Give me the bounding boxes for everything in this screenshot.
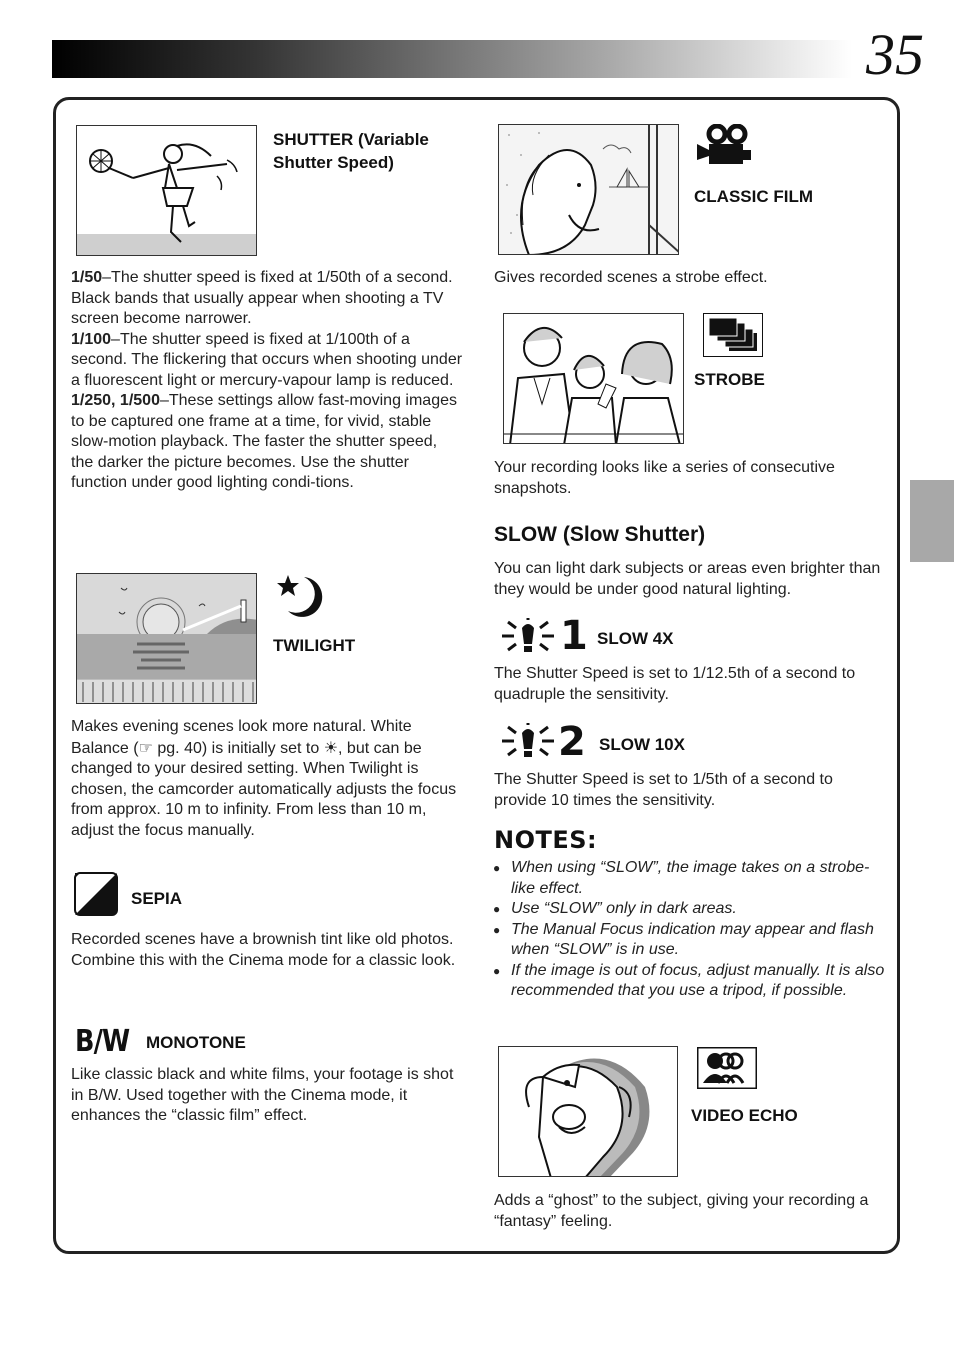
shutter-1-100-text: –The shutter speed is fixed at 1/100th of a second. The flickering that occurs when shooting under a fluorescent light or mercury-vapour lamp is reduced. bbox=[71, 330, 463, 389]
twilight-star-moon-icon bbox=[274, 573, 332, 619]
slow-heading: SLOW (Slow Shutter) bbox=[494, 523, 706, 546]
pointing-hand-icon: ☞ bbox=[138, 737, 153, 757]
shutter-1-50-text: –The shutter speed is fixed at 1/50th of a second. Black bands that usually appear when shooting a TV screen become narrower. bbox=[71, 269, 453, 327]
twilight-description bbox=[71, 717, 463, 841]
header-gradient-bar bbox=[52, 40, 852, 78]
slow-4x-title: SLOW 4X bbox=[597, 629, 674, 648]
note-item: ● If the image is out of focus, adjust manually. It is also recommended that you use a tripod, if possible. bbox=[493, 961, 885, 1002]
notes-heading: NOTES: bbox=[494, 826, 598, 854]
twilight-illustration bbox=[76, 573, 257, 704]
strobe-illustration bbox=[503, 313, 684, 444]
section-tab bbox=[910, 480, 954, 562]
monotone-title: MONOTONE bbox=[146, 1033, 246, 1052]
slow-4x-description: The Shutter Speed is set to 1/12.5th of a second to quadruple the sensitivity. bbox=[494, 665, 856, 703]
slow-10x-title: SLOW 10X bbox=[599, 735, 685, 754]
classic-film-illustration bbox=[498, 124, 679, 255]
strobe-description: Your recording looks like a series of consecutive snapshots. bbox=[494, 459, 835, 497]
video-echo-illustration bbox=[498, 1046, 678, 1177]
strobe-title: STROBE bbox=[694, 370, 765, 389]
twilight-title: TWILIGHT bbox=[273, 636, 356, 655]
slow-bulb-icon bbox=[500, 723, 556, 763]
sepia-icon bbox=[74, 872, 118, 916]
slow-10x-description: The Shutter Speed is set to 1/5th of a second to provide 10 times the sensitivity. bbox=[494, 771, 833, 809]
note-item: ● When using “SLOW”, the image takes on a strobe-like effect. bbox=[493, 858, 885, 899]
video-echo-icon bbox=[697, 1047, 757, 1089]
slow-description: You can light dark subjects or areas even brighter than they would be under good natural lighting. bbox=[494, 560, 881, 598]
shutter-illustration bbox=[76, 125, 257, 256]
classic-film-title: CLASSIC FILM bbox=[694, 187, 813, 206]
video-echo-description: Adds a “ghost” to the subject, giving your recording a “fantasy” feeling. bbox=[494, 1192, 869, 1230]
sepia-title: SEPIA bbox=[131, 889, 183, 908]
note-item: ● Use “SLOW” only in dark areas. bbox=[493, 899, 885, 920]
shutter-1-250-text: –These settings allow fast-moving images to be captured one frame at a time, for vivid, stable slow-motion playback. The faster the shutter speed, the darker the picture becomes. Use the shutter function under good lighting condi-tions. bbox=[71, 392, 457, 491]
twilight-text-b: pg. 40) is initially set to bbox=[152, 739, 324, 757]
shutter-description bbox=[71, 268, 463, 494]
shutter-1-250-label: 1/250, 1/500 bbox=[71, 392, 160, 409]
sepia-description: Recorded scenes have a brownish tint like old photos. Combine this with the Cinema mode for a classic look. bbox=[71, 931, 456, 969]
twilight-text-c: , but can be changed to your desired setting. When Twilight is chosen, the camcorder automatically adjusts the focus from approx. 10 m to infinity. From less than 10 m, adjust the focus manually. bbox=[71, 739, 457, 839]
shutter-1-100-label: 1/100 bbox=[71, 330, 112, 348]
monotone-description: Like classic black and white films, your footage is shot in B/W. Used together with the Cinema mode, it enhances the “classic film” effect. bbox=[71, 1066, 454, 1124]
strobe-icon bbox=[703, 313, 763, 357]
shutter-1-50-label: 1/50 bbox=[71, 269, 103, 286]
classic-film-description: Gives recorded scenes a strobe effect. bbox=[494, 269, 768, 286]
slow-10x-number: 2 bbox=[558, 719, 586, 765]
movie-camera-icon bbox=[697, 124, 753, 168]
slow-bulb-icon bbox=[500, 618, 556, 658]
note-item: ● The Manual Focus indication may appear and flash when “SLOW” is in use. bbox=[493, 920, 885, 961]
shutter-title: SHUTTER (Variable Shutter Speed) bbox=[273, 130, 429, 172]
sun-icon: ☀ bbox=[323, 737, 339, 757]
twilight-text-a: Makes evening scenes look more natural. White Balance ( bbox=[71, 718, 412, 757]
bw-icon: B/W bbox=[75, 1024, 130, 1059]
notes-list bbox=[493, 858, 885, 1002]
page-number: 35 bbox=[866, 22, 924, 87]
slow-4x-number: 1 bbox=[560, 613, 588, 659]
video-echo-title: VIDEO ECHO bbox=[691, 1106, 798, 1125]
